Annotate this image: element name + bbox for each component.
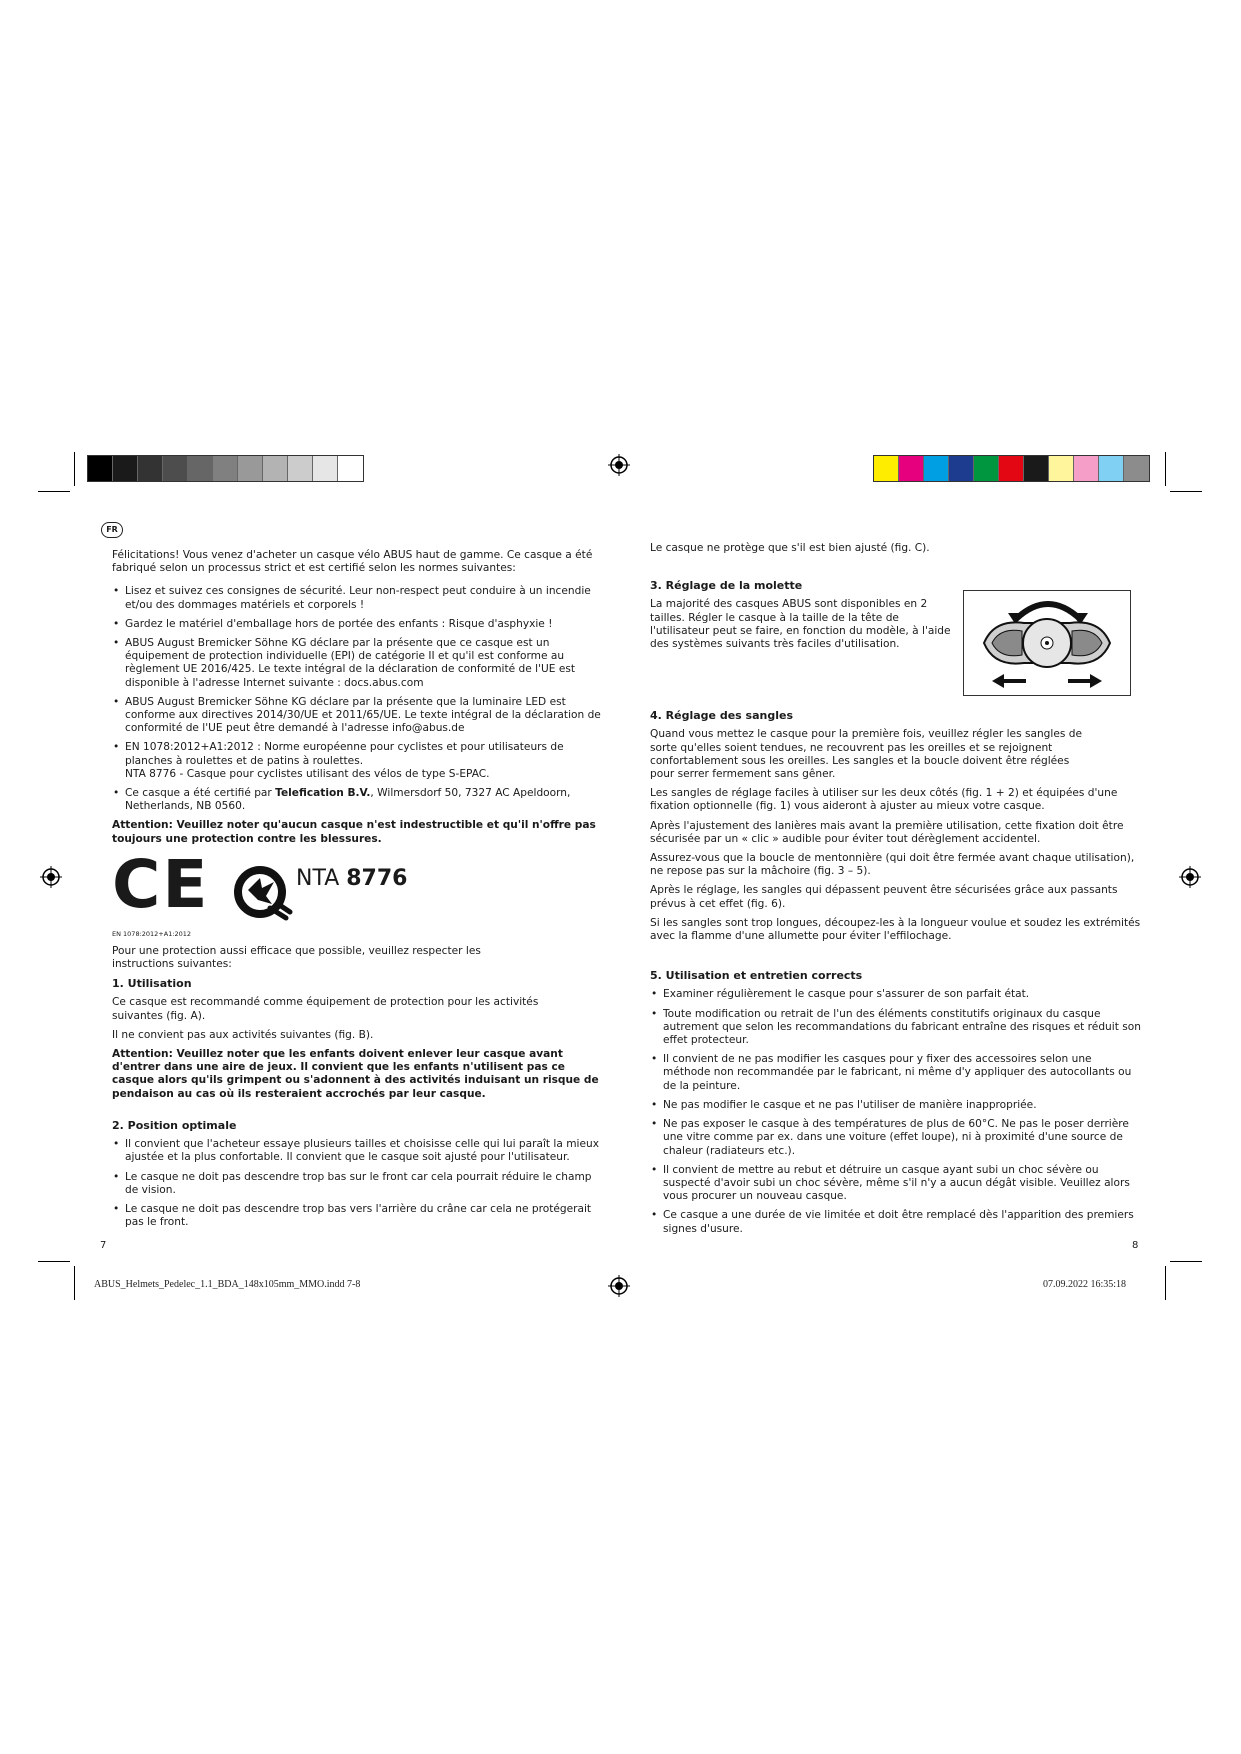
attention-children: Attention: Veuillez noter que les enfants doivent enlever leur casque avant d'entrer dans une aire de jeux. Il convient que les enfants n'utilisent pas ce casque alors qu'ils grimpent ou s'adonnent à des activités induisant un risque de pendaison au cas où ils resteraient accrochés par leur casque. [112,1048,599,1100]
color-swatch [999,456,1024,481]
certification-logos [112,845,604,930]
section-1-paragraph: Ce casque est recommandé comme équipement de protection pour les activités suivantes (fig. A). [112,996,539,1022]
registration-mark-icon [40,866,62,888]
color-swatch [1049,456,1074,481]
color-swatch [88,456,113,481]
registration-mark-icon [1179,866,1201,888]
registration-mark-icon [608,454,630,476]
list-item: • Il convient de ne pas modifier les casques pour y fixer des accessoires selon une méthode non recommandée par le fabricant, ni même d'y appliquer des autocollants ou de la peinture. [650,1053,1142,1093]
attention-indestructible: Attention: Veuillez noter qu'aucun casque n'est indestructible et qu'il n'offre pas toujours une protection contre les blessures. [112,819,596,845]
section-2-list [112,1138,604,1229]
color-swatch [949,456,974,481]
registration-mark-icon [608,1275,630,1297]
section-5-list [650,988,1142,1235]
language-badge [101,522,123,538]
list-item: • Le casque ne doit pas descendre trop bas sur le front car cela pourrait réduire le champ de vision. [112,1171,604,1197]
list-item: • Ce casque a une durée de vie limitée et doit être remplacé dès l'apparition des premiers signes d'usure. [650,1209,1142,1235]
list-item: • Gardez le matériel d'emballage hors de portée des enfants : Risque d'asphyxie ! [112,618,604,631]
color-swatch [1099,456,1124,481]
intro-paragraph: Félicitations! Vous venez d'acheter un casque vélo ABUS haut de gamme. Ce casque a été fabriqué selon un processus strict et est certifié selon les normes suivantes: [112,549,593,575]
color-swatch [238,456,263,481]
color-swatch [1024,456,1049,481]
crop-mark [74,452,75,486]
list-item: • Le casque ne doit pas descendre trop bas vers l'arrière du crâne car cela ne protégerait pas le front. [112,1203,604,1229]
section-4-paragraph: Les sangles de réglage faciles à utiliser sur les deux côtés (fig. 1 + 2) et équipées d'une fixation optionnelle (fig. 1) vous aideront à ajuster au mieux votre casque. [650,787,1118,813]
crop-mark [1170,491,1202,492]
section-4-paragraph: Après l'ajustement des lanières mais avant la première utilisation, cette fixation doit être sécurisée par un « clic » audible pour éviter tout dérèglement accidentel. [650,819,1124,845]
notified-body-name: Telefication B.V. [275,787,371,800]
list-item: • Ne pas exposer le casque à des températures de plus de 60°C. Ne pas le poser derrière une vitre comme par ex. dans une voiture (effet loupe), ni à proximité d'une source de chaleur (radiateurs etc.). [650,1118,1142,1158]
list-item: • Toute modification ou retrait de l'un des éléments constitutifs originaux du casque autrement que selon les recommandations du fabricant entraîne des risques et réduit son effet protecteur. [650,1008,1142,1048]
color-swatch [974,456,999,481]
section-4-title: 4. Réglage des sangles [650,709,793,723]
nta-label [296,866,407,892]
color-swatch [188,456,213,481]
section-3-title: 3. Réglage de la molette [650,579,803,593]
section-4-paragraph: Assurez-vous que la boucle de mentonnière (qui doit être fermée avant chaque utilisation), ne repose pas sur la mâchoire (fig. 3 – 5). [650,852,1135,878]
crop-mark [1165,452,1166,486]
standard-en1078: EN 1078:2012+A1:2012 : Norme européenne pour cyclistes et pour utilisateurs de planches à roulettes et de patins à roulettes. [125,741,564,767]
color-swatch [924,456,949,481]
color-swatch [338,456,363,481]
color-swatch [874,456,899,481]
section-2-title: 2. Position optimale [112,1118,237,1132]
fit-note: Le casque ne protège que s'il est bien ajusté (fig. C). [650,542,930,554]
color-swatch [1074,456,1099,481]
color-swatch [263,456,288,481]
dial-adjustment-figure [963,590,1131,696]
language-badge-label: FR [106,525,118,534]
list-item [112,741,604,781]
color-swatch [213,456,238,481]
left-page-column [112,549,604,1235]
list-item: • ABUS August Bremicker Söhne KG déclare par la présente que la luminaire LED est conforme aux directives 2014/30/UE et 2011/65/UE. Le texte intégral de la déclaration de conformité de l'UE peut être demandé à l'adresse info@abus.de [112,696,604,736]
pedelec-plug-icon [230,860,294,924]
en-standard-caption: EN 1078:2012+A1:2012 [112,929,192,938]
gray-color-bar [87,455,364,482]
standard-nta8776: NTA 8776 - Casque pour cyclistes utilisant des vélos de type S-EPAC. [125,767,490,780]
section-4-paragraph: Quand vous mettez le casque pour la première fois, veuillez régler les sangles de sorte qu'elles soient tendues, ne recouvrent pas les oreilles et se rejoignent confortablement sous les oreilles. Les sangles et la boucle doivent être réglées pour serrer fermement sans gêner. [650,728,1083,781]
color-swatch [899,456,924,481]
section-3-paragraph: La majorité des casques ABUS sont disponibles en 2 tailles. Régler le casque à la taille de la tête de l'utilisateur peut se faire, en fonction du modèle, à l'aide des systèmes suivants très faciles d'utilisation. [650,598,951,651]
crop-mark [38,1261,70,1262]
list-item: • Il convient que l'acheteur essaye plusieurs tailles et choisisse celle qui lui paraît la mieux ajustée et la plus confortable. Il convient que le casque soit ajusté pour l'utilisateur. [112,1138,604,1164]
crop-mark [1165,1266,1166,1300]
list-item: • Lisez et suivez ces consignes de sécurité. Leur non-respect peut conduire à un incendie et/ou des dommages matériels et corporels ! [112,585,604,611]
notified-body-address: , Wilmersdorf 50, 7327 AC Apeldoorn, Netherlands, NB 0560. [125,787,571,813]
protection-intro: Pour une protection aussi efficace que possible, veuillez respecter les instructions suivantes: [112,944,481,971]
list-item: • Examiner régulièrement le casque pour s'assurer de son parfait état. [650,988,1142,1001]
color-swatch [113,456,138,481]
section-4-paragraph: Après le réglage, les sangles qui dépassent peuvent être sécurisées grâce aux passants prévus à cet effet (fig. 6). [650,884,1118,910]
section-4-paragraph: Si les sangles sont trop longues, découpez-les à la longueur voulue et soudez les extrémités avec la flamme d'une allumette pour éviter l'effilochage. [650,916,1141,943]
list-item: • Ne pas modifier le casque et ne pas l'utiliser de manière inappropriée. [650,1099,1142,1112]
section-5-title: 5. Utilisation et entretien corrects [650,969,863,983]
slug-timestamp: 07.09.2022 16:35:18 [1043,1279,1127,1290]
page-number-right: 8 [1132,1240,1139,1251]
section-1-paragraph: Il ne convient pas aux activités suivantes (fig. B). [112,1028,374,1041]
slug-filename: ABUS_Helmets_Pedelec_1.1_BDA_148x105mm_MMO.indd 7-8 [94,1279,361,1290]
ce-mark-logo: CE [112,845,210,923]
page-number-left: 7 [100,1240,107,1251]
safety-list [112,585,604,813]
list-item [112,787,604,813]
color-swatch [313,456,338,481]
certified-by-text: Ce casque a été certifié par [125,787,276,800]
color-swatch [1124,456,1149,481]
color-swatch [138,456,163,481]
crop-mark [1170,1261,1202,1262]
section-1-title: 1. Utilisation [112,977,192,991]
process-color-bar [873,455,1150,482]
list-item: • Il convient de mettre au rebut et détruire un casque ayant subi un choc sévère ou suspecté d'avoir subi un choc sévère, même s'il n'y a aucun dégât visible. Veuillez alors vous procurer un nouveau casque. [650,1164,1142,1204]
nta-number: 8776 [346,865,408,891]
list-item: • ABUS August Bremicker Söhne KG déclare par la présente que ce casque est un équipement de protection individuelle (EPI) de catégorie II et qu'il est conforme au règlement UE 2016/425. Le texte intégral de la déclaration de conformité de l'UE est disponible à l'adresse Internet suivante : docs.abus.com [112,637,604,690]
crop-mark [74,1266,75,1300]
color-swatch [288,456,313,481]
color-swatch [163,456,188,481]
crop-mark [38,491,70,492]
nta-prefix: NTA [296,865,340,891]
adjustment-dial-icon [964,591,1130,695]
